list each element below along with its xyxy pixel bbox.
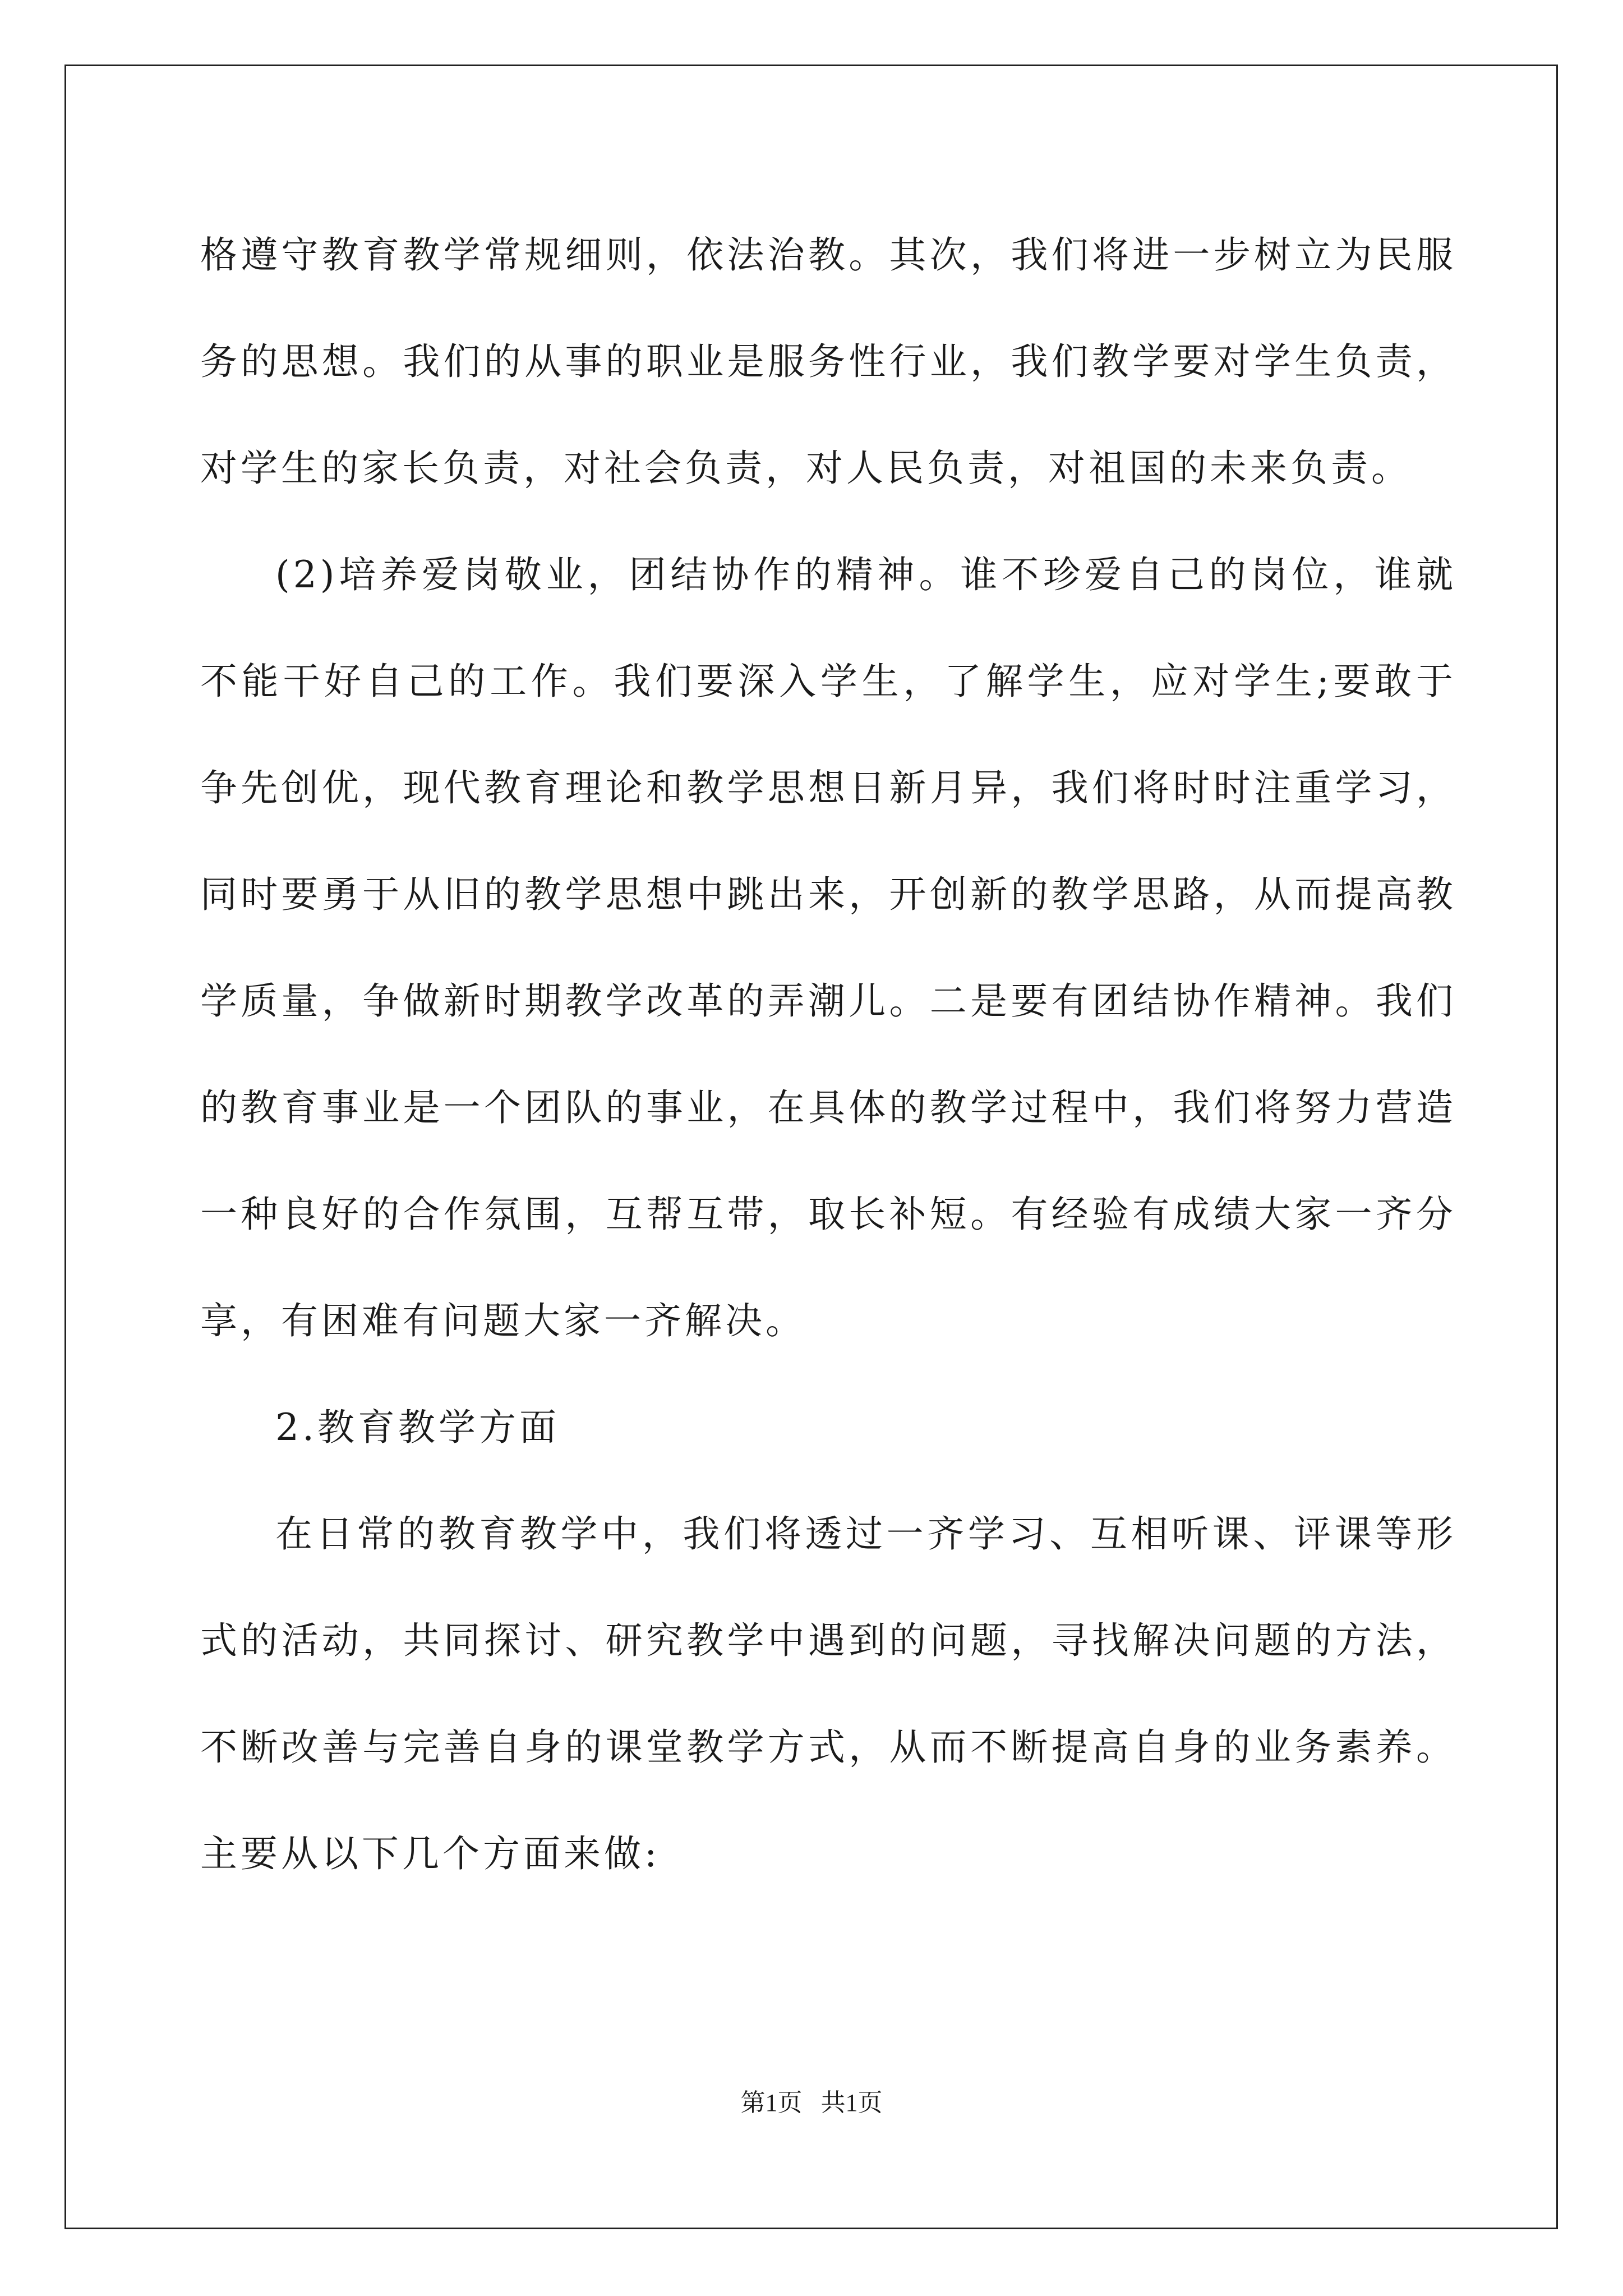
document-body (200, 202, 1456, 1907)
paragraph-1: 格遵守教育教学常规细则，依法治教。其次，我们将进一步树立为民服务的思想。我们的从事的职业是服务性行业，我们教学要对学生负责，对学生的家长负责，对社会负责，对人民负责，对祖国的未来负责。 (200, 233, 1456, 490)
paragraph-3: 在日常的教育教学中，我们将透过一齐学习、互相听课、评课等形式的活动，共同探讨、研究教学中遇到的问题，寻找解决问题的方法，不断改善与完善自身的课堂教学方式，从而不断提高自身的业务素养。主要从以下几个方面来做: (200, 1512, 1456, 1875)
paragraph-2: (2)培养爱岗敬业，团结协作的精神。谁不珍爱自己的岗位，谁就不能干好自己的工作。我们要深入学生，了解学生，应对学生;要敢于争先创优，现代教育理论和教学思想日新月异，我们将时时注重学习，同时要勇于从旧的教学思想中跳出来，开创新的教学思路，从而提高教学质量，争做新时期教学改革的弄潮儿。二是要有团结协作精神。我们的教育事业是一个团队的事业，在具体的教学过程中，我们将努力营造一种良好的合作氛围，互帮互带，取长补短。有经验有成绩大家一齐分享，有困难有问题大家一齐解决。 (200, 553, 1456, 1342)
page-number-footer: 第1页 共1页 (740, 2089, 883, 2116)
section-heading-education: 2.教育教学方面 (275, 1406, 560, 1449)
